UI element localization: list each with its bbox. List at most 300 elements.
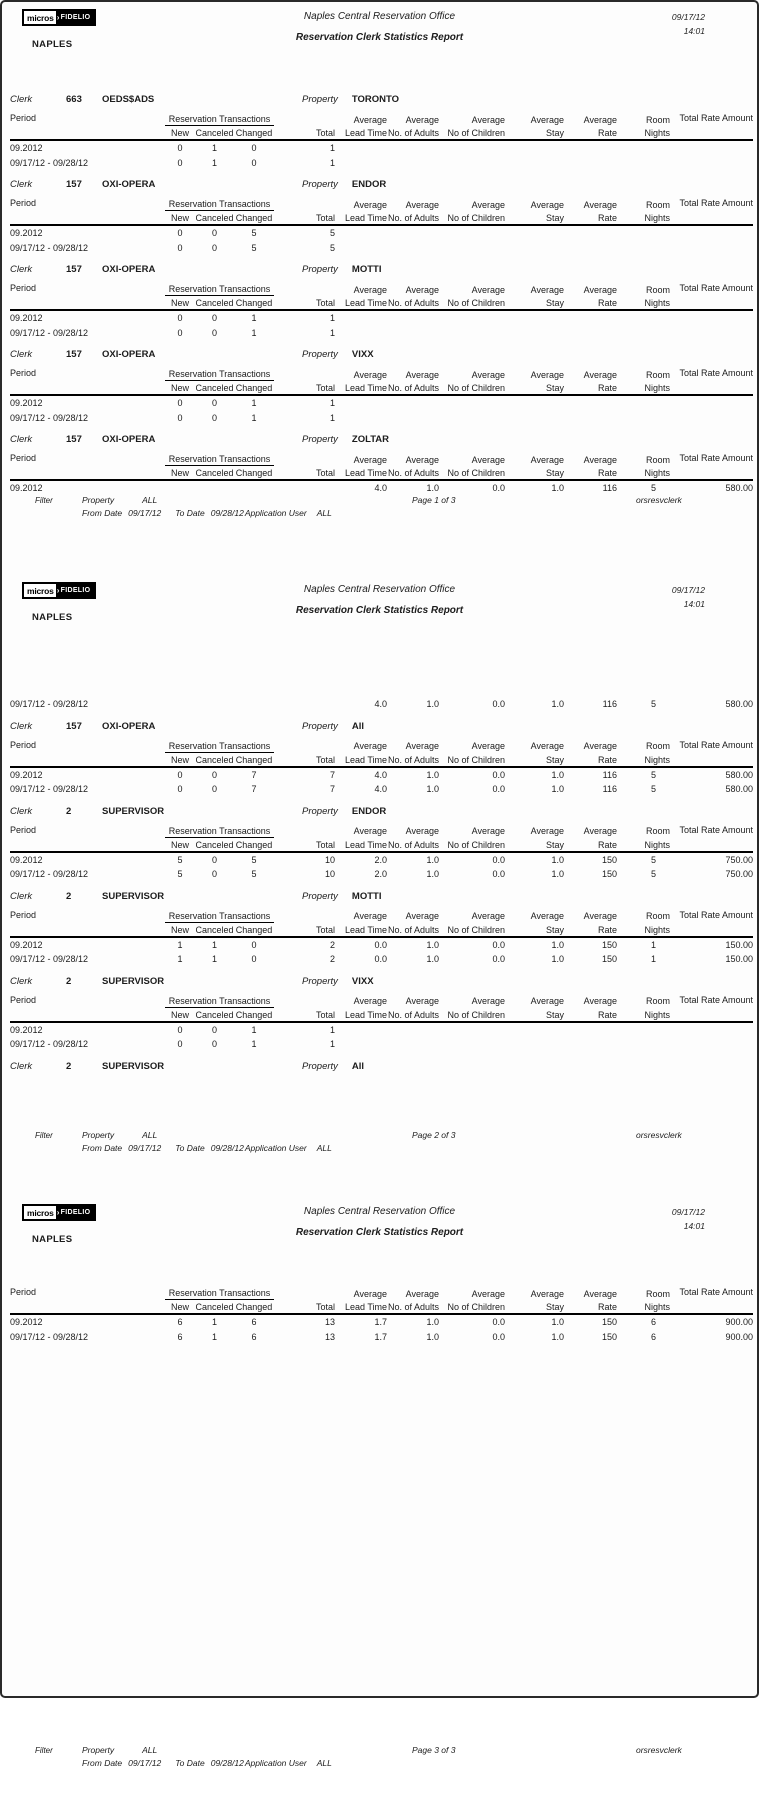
table-row — [10, 326, 753, 341]
col-header-period: Period — [10, 197, 165, 225]
cell-nights — [617, 140, 670, 156]
table-row — [10, 395, 753, 411]
statistics-table — [10, 112, 753, 170]
col-header-nights: Nights — [617, 126, 670, 141]
cell-rate: 150 — [602, 869, 618, 880]
col-header-changed: Changed — [234, 381, 274, 396]
property-label: Property — [302, 179, 338, 190]
col-header-adults: No. of Adults — [387, 1007, 439, 1022]
col-header-average: Average — [405, 826, 440, 836]
clerk-label: Clerk — [10, 264, 33, 275]
clerk-property-line — [10, 891, 749, 904]
col-header-new: New — [165, 1007, 195, 1022]
col-header-reservation-transactions: Reservation Transactions — [165, 112, 274, 126]
col-header-average: Average — [530, 1288, 565, 1299]
cell-changed: 1 — [251, 398, 257, 409]
cell-new: 0 — [177, 242, 183, 253]
col-header-average: Average — [405, 199, 440, 210]
col-header-children: No of Children — [439, 126, 505, 141]
col-header-total: Total — [274, 466, 335, 481]
cell-stay: 1.0 — [551, 784, 565, 795]
cell-canceled: 0 — [211, 869, 217, 880]
col-header-canceled: Canceled — [195, 381, 234, 396]
col-header-average: Average — [405, 911, 440, 921]
cell-adults — [387, 1037, 439, 1052]
cell-canceled: 0 — [211, 242, 217, 253]
cell-changed: 7 — [251, 784, 257, 795]
col-header-average: Average — [583, 369, 618, 380]
clerk-property-line — [10, 1061, 749, 1074]
cell-rate: 150 — [602, 939, 618, 950]
cell-children — [439, 1022, 505, 1038]
table-row — [10, 852, 753, 868]
cell-children: 0.0 — [492, 954, 506, 965]
col-header-average: Average — [530, 114, 565, 125]
cell-lead — [335, 310, 387, 326]
cell-rate — [564, 156, 617, 171]
col-header-canceled: Canceled — [195, 1007, 234, 1022]
col-header-children: No of Children — [439, 466, 505, 481]
col-header-period: Period — [10, 909, 165, 937]
col-header-adults: No. of Adults — [387, 211, 439, 226]
report-page — [2, 1197, 757, 1800]
table-row — [10, 225, 753, 241]
statistics-table — [10, 824, 753, 882]
cell-changed: 7 — [251, 769, 257, 780]
cell-rate: 150 — [602, 854, 618, 865]
col-header-total: Total — [274, 1300, 335, 1315]
cell-adults — [387, 395, 439, 411]
cell-changed: 1 — [251, 1024, 257, 1035]
col-header-canceled: Canceled — [195, 296, 234, 311]
filter-values — [82, 1129, 332, 1155]
filter-label: Filter — [35, 1131, 53, 1140]
table-row — [10, 1330, 753, 1345]
col-header-lead: Lead Time — [335, 126, 387, 141]
filter-to-label: To Date — [175, 1143, 205, 1153]
col-header-spacer — [274, 452, 335, 466]
cell-period: 09/17/12 - 09/28/12 — [10, 327, 89, 338]
column-header-row-1 — [10, 367, 753, 381]
cell-changed: 0 — [251, 954, 257, 965]
col-header-average: Average — [530, 996, 565, 1006]
cell-lead: 4.0 — [374, 483, 388, 494]
cell-rate: 116 — [602, 769, 618, 780]
cell-stay: 1.0 — [551, 939, 565, 950]
col-header-children: No of Children — [439, 381, 505, 396]
col-header-nights: Nights — [617, 1007, 670, 1022]
cell-stay — [505, 310, 564, 326]
cell-new: 1 — [177, 939, 183, 950]
col-header-total-rate-amount: Total Rate Amount — [670, 282, 753, 310]
col-header-new: New — [165, 296, 195, 311]
statistics-table — [10, 697, 753, 712]
col-header-average: Average — [353, 284, 388, 295]
cell-total: 1 — [330, 157, 336, 168]
table-row — [10, 1037, 753, 1052]
page-content — [10, 697, 754, 1074]
col-header-average: Average — [530, 911, 565, 921]
col-header-nights: Nights — [617, 922, 670, 937]
cell-changed: 1 — [251, 412, 257, 423]
property-label: Property — [302, 890, 338, 902]
cell-total: 1 — [330, 412, 336, 423]
col-header-rate: Rate — [564, 752, 617, 767]
col-header-average: Average — [530, 826, 565, 836]
col-header-average: Average — [405, 1288, 440, 1299]
cell-period: 09.2012 — [10, 1317, 43, 1328]
report-date: 09/17/12 — [671, 1207, 705, 1217]
cell-changed: 1 — [251, 1039, 257, 1050]
cell-amount: 150.00 — [725, 954, 754, 965]
cell-total: 1 — [330, 1024, 336, 1035]
col-header-average: Average — [353, 741, 388, 751]
filter-from-value: 09/17/12 — [128, 508, 162, 518]
logo-fidelio-block — [56, 584, 95, 597]
clerk-name: OXI-OPERA — [102, 264, 156, 275]
cell-period: 09/17/12 - 09/28/12 — [10, 954, 89, 965]
col-header-stay: Stay — [505, 922, 564, 937]
col-header-total-rate-amount: Total Rate Amount — [670, 739, 753, 767]
col-header-nights: Nights — [617, 296, 670, 311]
col-header-average: Average — [583, 454, 618, 465]
col-header-average: Average — [471, 1288, 506, 1299]
cell-rate — [564, 241, 617, 256]
column-header-row-1 — [10, 994, 753, 1008]
col-header-rate: Rate — [564, 381, 617, 396]
col-header-rate: Rate — [564, 922, 617, 937]
cell-nights — [617, 411, 670, 426]
table-row — [10, 937, 753, 953]
column-header-row-1 — [10, 824, 753, 838]
clerk-name: OXI-OPERA — [102, 179, 156, 190]
col-header-adults: No. of Adults — [387, 296, 439, 311]
cell-total — [274, 697, 335, 712]
col-header-canceled: Canceled — [195, 1300, 234, 1315]
col-header-average: Average — [471, 741, 506, 751]
col-header-total-rate-amount: Total Rate Amount — [670, 452, 753, 480]
cell-nights — [617, 310, 670, 326]
table-row — [10, 156, 753, 171]
table-row — [10, 310, 753, 326]
cell-new: 0 — [177, 1039, 183, 1050]
cell-adults: 1.0 — [426, 699, 439, 710]
cell-stay: 1.0 — [551, 699, 564, 710]
cell-changed: 5 — [251, 854, 257, 865]
col-header-average: Average — [583, 114, 618, 125]
cell-canceled: 0 — [211, 784, 217, 795]
cell-stay — [505, 241, 564, 256]
filter-from-value: 09/17/12 — [128, 1758, 162, 1768]
cell-nights: 5 — [651, 769, 657, 780]
page-header — [2, 575, 757, 625]
col-header-children: No of Children — [439, 1007, 505, 1022]
column-header-row-1 — [10, 909, 753, 923]
col-header-lead: Lead Time — [335, 296, 387, 311]
cell-rate — [564, 395, 617, 411]
cell-new: 5 — [177, 869, 183, 880]
property-name: MOTTI — [351, 264, 382, 275]
cell-amount — [670, 411, 753, 426]
col-header-average: Average — [471, 454, 506, 465]
cell-canceled: 1 — [211, 954, 217, 965]
col-header-total-rate-amount: Total Rate Amount — [670, 367, 753, 395]
cell-canceled — [195, 697, 234, 712]
filter-label: Filter — [35, 496, 53, 505]
cell-nights: 1 — [651, 939, 657, 950]
cell-canceled: 0 — [211, 228, 217, 239]
report-datetime — [672, 583, 705, 611]
cell-canceled: 0 — [211, 769, 217, 780]
cell-changed: 5 — [251, 228, 257, 239]
col-header-average: Average — [471, 284, 506, 295]
clerk-name: SUPERVISOR — [102, 975, 165, 987]
filter-from-label: From Date — [82, 508, 123, 518]
cell-stay: 1.0 — [551, 1331, 565, 1342]
col-header-stay: Stay — [505, 466, 564, 481]
col-header-average: Average — [353, 911, 388, 921]
col-header-average: Average — [471, 911, 506, 921]
col-header-changed: Changed — [234, 1007, 274, 1022]
cell-new: 5 — [177, 854, 183, 865]
col-header-period: Period — [10, 824, 165, 852]
statistics-table — [10, 909, 753, 967]
col-header-stay: Stay — [505, 381, 564, 396]
cell-nights — [617, 326, 670, 341]
cell-amount: 580.00 — [725, 699, 753, 710]
property-label: Property — [302, 264, 338, 275]
col-header-average: Average — [405, 284, 440, 295]
statistics-table — [10, 367, 753, 425]
col-header-total: Total — [274, 381, 335, 396]
cell-adults — [387, 225, 439, 241]
cell-lead: 2.0 — [374, 869, 388, 880]
col-header-children: No of Children — [439, 1300, 505, 1315]
cell-changed: 6 — [251, 1317, 257, 1328]
logo-micros-text: micros — [27, 1207, 54, 1218]
col-header-nights: Nights — [617, 381, 670, 396]
cell-canceled: 1 — [211, 1331, 217, 1342]
cell-amount: 900.00 — [725, 1317, 754, 1328]
hotel-code: NAPLES — [32, 1234, 73, 1245]
filter-appuser-value: ALL — [316, 508, 332, 518]
clerk-name: SUPERVISOR — [102, 805, 165, 817]
col-header-changed: Changed — [234, 466, 274, 481]
col-header-average: Average — [530, 741, 565, 751]
micros-fidelio-logo — [22, 582, 96, 599]
cell-adults: 1.0 — [426, 954, 440, 965]
cell-total: 7 — [330, 769, 336, 780]
col-header-total-rate-amount: Total Rate Amount — [670, 994, 753, 1022]
col-header-rate: Rate — [564, 1300, 617, 1315]
col-header-average: Average — [405, 369, 440, 380]
cell-stay: 1.0 — [551, 869, 565, 880]
cell-lead: 4.0 — [374, 769, 388, 780]
report-block — [10, 434, 754, 496]
col-header-total: Total — [274, 837, 335, 852]
cell-adults: 1.0 — [426, 1317, 440, 1328]
cell-children: 0.0 — [492, 1331, 506, 1342]
col-header-spacer — [274, 1286, 335, 1300]
cell-rate — [564, 140, 617, 156]
col-header-period: Period — [10, 367, 165, 395]
filter-property-label: Property — [82, 1745, 115, 1755]
cell-canceled: 1 — [211, 143, 217, 154]
cell-amount — [670, 310, 753, 326]
col-header-reservation-transactions: Reservation Transactions — [165, 909, 274, 923]
cell-rate — [564, 411, 617, 426]
property-group — [302, 721, 364, 732]
statistics-table — [10, 739, 753, 797]
col-header-changed: Changed — [234, 752, 274, 767]
report-title: Reservation Clerk Statistics Report — [295, 605, 464, 616]
cell-children — [439, 326, 505, 341]
filter-from-value: 09/17/12 — [128, 1143, 162, 1153]
clerk-id: 157 — [66, 434, 82, 445]
cell-changed — [234, 697, 274, 712]
col-header-stay: Stay — [505, 837, 564, 852]
clerk-id: 157 — [66, 349, 82, 360]
col-header-average: Average — [405, 454, 440, 465]
cell-total: 10 — [325, 869, 336, 880]
col-header-nights: Nights — [617, 1300, 670, 1315]
report-date: 09/17/12 — [671, 12, 705, 22]
statistics-table — [10, 452, 753, 496]
logo-micros-text: micros — [27, 12, 54, 23]
col-header-spacer — [274, 994, 335, 1008]
filter-appuser-label: Application User — [244, 508, 307, 518]
filter-property-label: Property — [82, 495, 115, 505]
property-group — [302, 806, 386, 817]
cell-amount: 580.00 — [725, 769, 754, 780]
cell-children — [439, 225, 505, 241]
col-header-rate: Rate — [564, 466, 617, 481]
table-row — [10, 767, 753, 783]
report-block — [10, 179, 754, 255]
statistics-table — [10, 994, 753, 1052]
property-label: Property — [302, 805, 338, 817]
page-header — [2, 1197, 757, 1247]
cell-rate: 116 — [602, 483, 618, 494]
cell-new: 6 — [177, 1317, 183, 1328]
clerk-id: 663 — [66, 94, 82, 105]
col-header-spacer — [274, 367, 335, 381]
col-header-average: Average — [471, 826, 506, 836]
property-name: MOTTI — [351, 890, 382, 902]
cell-adults — [387, 411, 439, 426]
page-content — [10, 94, 754, 496]
col-header-new: New — [165, 922, 195, 937]
cell-changed: 0 — [251, 143, 257, 154]
property-group — [302, 976, 374, 987]
table-row — [10, 241, 753, 256]
cell-nights — [617, 241, 670, 256]
cell-rate — [564, 310, 617, 326]
col-header-stay: Stay — [505, 126, 564, 141]
col-header-room: Room — [646, 826, 671, 836]
cell-adults: 1.0 — [426, 939, 440, 950]
clerk-id: 157 — [66, 720, 82, 732]
col-header-spacer — [274, 282, 335, 296]
filter-from-label: From Date — [82, 1143, 123, 1153]
col-header-canceled: Canceled — [195, 211, 234, 226]
cell-lead — [335, 395, 387, 411]
report-block — [10, 805, 754, 882]
col-header-average: Average — [583, 284, 618, 295]
cell-stay: 1.0 — [551, 854, 565, 865]
clerk-name: SUPERVISOR — [102, 890, 165, 902]
col-header-average: Average — [583, 826, 618, 836]
col-header-nights: Nights — [617, 211, 670, 226]
col-header-new: New — [165, 126, 195, 141]
col-header-average: Average — [530, 369, 565, 380]
col-header-canceled: Canceled — [195, 752, 234, 767]
cell-total: 1 — [330, 313, 336, 324]
col-header-average: Average — [353, 369, 388, 380]
col-header-average: Average — [353, 996, 388, 1006]
report-block — [10, 94, 754, 170]
property-group — [302, 349, 374, 360]
col-header-nights: Nights — [617, 837, 670, 852]
cell-children — [439, 140, 505, 156]
hotel-code: NAPLES — [32, 612, 73, 623]
clerk-property-line — [10, 976, 749, 989]
col-header-rate: Rate — [564, 211, 617, 226]
col-header-reservation-transactions: Reservation Transactions — [165, 824, 274, 838]
report-time: 14:01 — [683, 599, 705, 609]
col-header-new: New — [165, 211, 195, 226]
col-header-adults: No. of Adults — [387, 466, 439, 481]
col-header-room: Room — [646, 996, 671, 1006]
cell-stay: 1.0 — [551, 483, 565, 494]
report-title: Reservation Clerk Statistics Report — [295, 1227, 464, 1238]
cell-changed: 0 — [251, 157, 257, 168]
col-header-rate: Rate — [564, 126, 617, 141]
table-row — [10, 140, 753, 156]
cell-rate — [564, 326, 617, 341]
cell-children: 0.0 — [492, 869, 506, 880]
clerk-label: Clerk — [10, 720, 33, 732]
cell-lead: 4.0 — [374, 784, 388, 795]
cell-new: 1 — [177, 954, 183, 965]
col-header-room: Room — [646, 114, 671, 125]
cell-stay — [505, 156, 564, 171]
col-header-rate: Rate — [564, 837, 617, 852]
col-header-stay: Stay — [505, 296, 564, 311]
column-header-row-1 — [10, 112, 753, 126]
col-header-rate: Rate — [564, 296, 617, 311]
col-header-children: No of Children — [439, 211, 505, 226]
col-header-average: Average — [471, 369, 506, 380]
clerk-label: Clerk — [10, 890, 33, 902]
cell-children: 0.0 — [492, 854, 506, 865]
cell-amount: 150.00 — [725, 939, 754, 950]
property-name: All — [351, 720, 365, 732]
cell-new: 6 — [177, 1331, 183, 1342]
logo-fidelio-text: FIDELIO — [60, 587, 91, 594]
cell-period: 09.2012 — [10, 313, 43, 324]
cell-adults — [387, 241, 439, 256]
table-row — [10, 697, 753, 712]
logo-micros-text: micros — [27, 585, 54, 596]
col-header-spacer — [274, 909, 335, 923]
property-name: All — [351, 1060, 365, 1072]
clerk-id: 2 — [66, 890, 72, 902]
property-label: Property — [302, 94, 338, 105]
filter-property-line — [82, 1744, 332, 1757]
cell-children — [439, 411, 505, 426]
report-block — [10, 349, 754, 425]
